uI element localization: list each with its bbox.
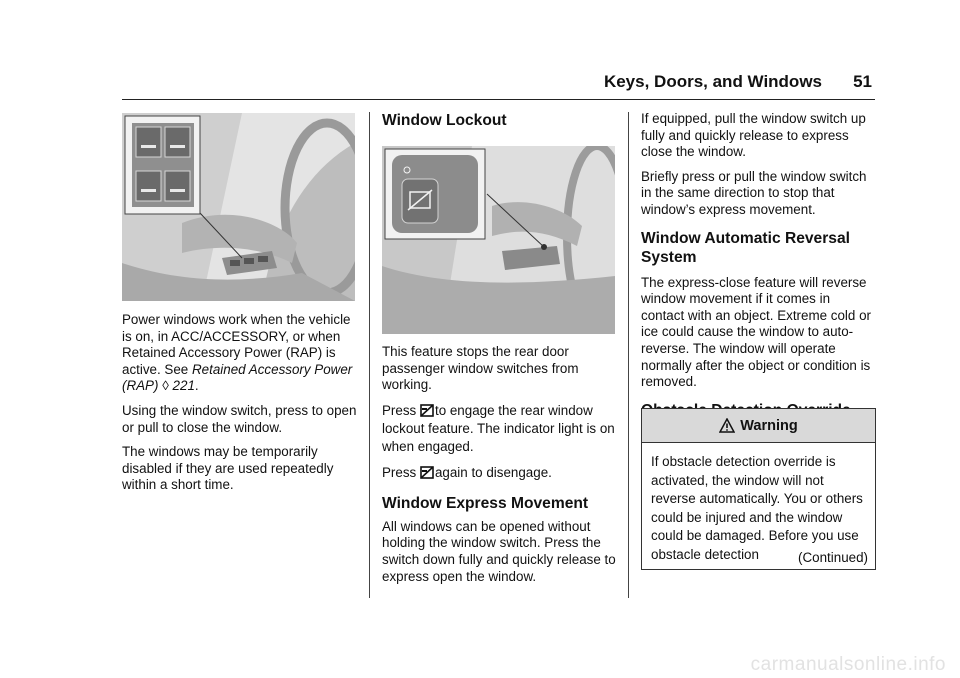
paragraph: This feature stops the rear door passenger window switches from working.	[382, 344, 579, 393]
page-number: 51	[853, 72, 872, 91]
section-heading: Window Express Movement	[382, 494, 589, 512]
paragraph: If equipped, pull the window switch up fully and quickly release to express close the window.	[641, 111, 866, 160]
window-lockout-icon	[420, 466, 434, 479]
paragraph: Press to engage the rear window lockout feature. The indicator light is on when engaged.	[382, 402, 615, 454]
section-heading: Window Automatic Reversal System	[641, 229, 850, 266]
column-divider-1	[369, 112, 370, 598]
page-ref-icon: ◊	[162, 378, 169, 394]
watermark: carmanualsonline.info	[750, 654, 946, 675]
window-switch-figure	[122, 113, 355, 301]
column-divider-2	[628, 112, 629, 598]
paragraph: Press again to disengage.	[382, 464, 552, 480]
warning-box	[641, 408, 876, 570]
paragraph: Power windows work when the vehicle is on, in ACC/ACCESSORY, or when Retained Accessory Power (RAP) is active. See Retained Accessory Power (RAP) ◊ 221.	[122, 312, 353, 394]
warning-title: Warning	[740, 417, 798, 434]
page-reference[interactable]: 221	[172, 378, 195, 394]
paragraph: The windows may be temporarily disabled if they are used repeatedly within a short time.	[122, 444, 334, 493]
paragraph: Briefly press or pull the window switch in the same direction to stop that window’s express movement.	[641, 168, 867, 217]
cross-reference-link[interactable]: Retained Accessory Power (RAP)	[122, 361, 353, 394]
paragraph: All windows can be opened without holding the window switch. Press the switch down fully and quickly release to express open the window.	[382, 518, 616, 584]
window-lockout-figure	[382, 146, 615, 334]
paragraph: Using the window switch, press to open or pull to close the window.	[122, 402, 357, 435]
column-1-text	[122, 312, 357, 502]
column-2-text	[382, 344, 617, 593]
paragraph: The express-close feature will reverse window movement if it comes in contact with an object. Extreme cold or ice could cause the window to auto-reverse. The window will operate normally after the object or condition is removed.	[641, 274, 871, 390]
header-rule	[122, 99, 875, 100]
page-header	[0, 0, 960, 100]
continued-label: (Continued)	[798, 550, 868, 565]
window-lockout-icon	[420, 404, 434, 417]
warning-triangle-icon	[719, 418, 735, 434]
warning-header	[642, 409, 875, 443]
section-heading: Window Lockout	[382, 112, 507, 129]
column-3-text	[641, 111, 876, 420]
column-2-heading-block	[382, 111, 617, 130]
section-title: Keys, Doors, and Windows	[603, 72, 822, 91]
warning-body: If obstacle detection override is activated, the window will not reverse automatically. You or others could be injured and the window could be damaged. Before you use obstacle detection	[651, 454, 863, 562]
